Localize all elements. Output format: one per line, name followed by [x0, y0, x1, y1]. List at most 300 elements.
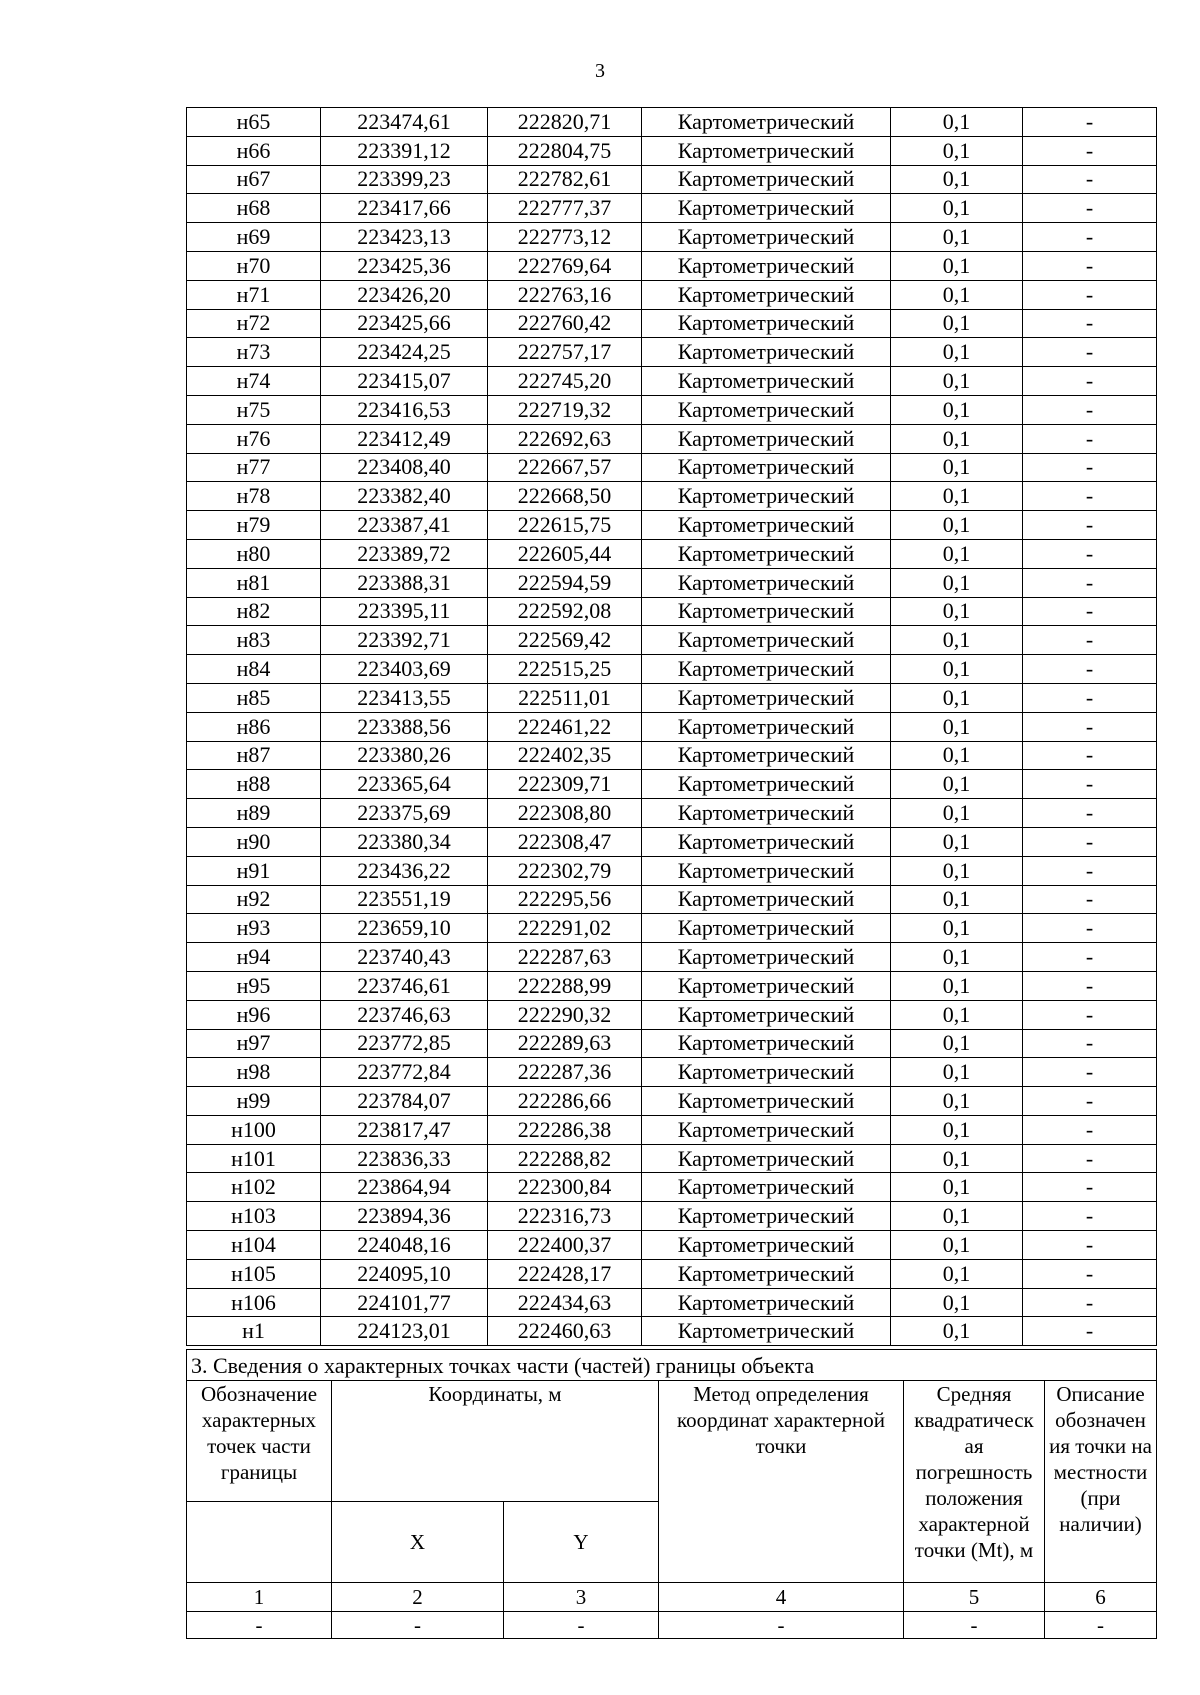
point-cell: н74 — [187, 367, 321, 396]
table-row — [187, 482, 1157, 511]
mt-cell: 0,1 — [891, 1259, 1023, 1288]
description-cell: - — [1023, 1317, 1157, 1346]
description-cell: - — [1023, 741, 1157, 770]
table-row — [187, 453, 1157, 482]
table-row — [187, 1144, 1157, 1173]
table-row — [187, 770, 1157, 799]
table-row — [187, 194, 1157, 223]
x-cell: 224101,77 — [321, 1288, 488, 1317]
mt-cell: 0,1 — [891, 1115, 1023, 1144]
y-cell: 222289,63 — [488, 1029, 642, 1058]
page-number: 3 — [595, 60, 605, 82]
mt-cell: 0,1 — [891, 424, 1023, 453]
y-cell: 222592,08 — [488, 597, 642, 626]
mt-cell: 0,1 — [891, 511, 1023, 540]
description-cell: - — [1023, 539, 1157, 568]
method-cell: Картометрический — [642, 482, 891, 511]
method-cell: Картометрический — [642, 539, 891, 568]
x-cell: 223412,49 — [321, 424, 488, 453]
description-cell: - — [1023, 1288, 1157, 1317]
point-cell: н103 — [187, 1202, 321, 1231]
description-cell: - — [1023, 223, 1157, 252]
point-cell: н65 — [187, 108, 321, 137]
mt-cell: 0,1 — [891, 1288, 1023, 1317]
empty-cell: - — [904, 1612, 1045, 1639]
table-row — [187, 280, 1157, 309]
x-cell: 224123,01 — [321, 1317, 488, 1346]
description-cell: - — [1023, 655, 1157, 684]
y-cell: 222308,80 — [488, 799, 642, 828]
y-cell: 222820,71 — [488, 108, 642, 137]
y-cell: 222295,56 — [488, 885, 642, 914]
y-cell: 222316,73 — [488, 1202, 642, 1231]
method-cell: Картометрический — [642, 655, 891, 684]
x-cell: 223817,47 — [321, 1115, 488, 1144]
point-cell: н72 — [187, 309, 321, 338]
mt-cell: 0,1 — [891, 165, 1023, 194]
x-cell: 223425,66 — [321, 309, 488, 338]
x-cell: 223772,84 — [321, 1058, 488, 1087]
description-cell: - — [1023, 568, 1157, 597]
mt-cell: 0,1 — [891, 1173, 1023, 1202]
y-cell: 222777,37 — [488, 194, 642, 223]
point-cell: н105 — [187, 1259, 321, 1288]
y-cell: 222287,36 — [488, 1058, 642, 1087]
table-row — [187, 165, 1157, 194]
mt-cell: 0,1 — [891, 971, 1023, 1000]
method-cell: Картометрический — [642, 511, 891, 540]
mt-cell: 0,1 — [891, 1000, 1023, 1029]
method-cell: Картометрический — [642, 1288, 891, 1317]
y-cell: 222461,22 — [488, 712, 642, 741]
y-cell: 222773,12 — [488, 223, 642, 252]
column-number: 2 — [332, 1583, 504, 1612]
mt-cell: 0,1 — [891, 827, 1023, 856]
header-y: Y — [504, 1502, 659, 1583]
empty-cell: - — [187, 1612, 332, 1639]
point-cell: н95 — [187, 971, 321, 1000]
method-cell: Картометрический — [642, 338, 891, 367]
table-row — [187, 712, 1157, 741]
method-cell: Картометрический — [642, 885, 891, 914]
description-cell: - — [1023, 1173, 1157, 1202]
method-cell: Картометрический — [642, 799, 891, 828]
description-cell: - — [1023, 1202, 1157, 1231]
x-cell: 223375,69 — [321, 799, 488, 828]
x-cell: 223425,36 — [321, 251, 488, 280]
point-cell: н1 — [187, 1317, 321, 1346]
coordinates-table — [186, 107, 1157, 1346]
table-row — [187, 885, 1157, 914]
x-cell: 223413,55 — [321, 683, 488, 712]
y-cell: 222569,42 — [488, 626, 642, 655]
x-cell: 223380,34 — [321, 827, 488, 856]
mt-cell: 0,1 — [891, 568, 1023, 597]
table-row — [187, 1173, 1157, 1202]
mt-cell: 0,1 — [891, 136, 1023, 165]
y-cell: 222434,63 — [488, 1288, 642, 1317]
y-cell: 222515,25 — [488, 655, 642, 684]
description-cell: - — [1023, 626, 1157, 655]
table-row — [187, 1317, 1157, 1346]
table-row — [187, 539, 1157, 568]
mt-cell: 0,1 — [891, 626, 1023, 655]
point-cell: н84 — [187, 655, 321, 684]
point-cell: н70 — [187, 251, 321, 280]
x-cell: 223395,11 — [321, 597, 488, 626]
y-cell: 222287,63 — [488, 943, 642, 972]
x-cell: 223836,33 — [321, 1144, 488, 1173]
y-cell: 222804,75 — [488, 136, 642, 165]
description-cell: - — [1023, 827, 1157, 856]
description-cell: - — [1023, 971, 1157, 1000]
header-coordinates: Координаты, м — [332, 1381, 659, 1502]
method-cell: Картометрический — [642, 251, 891, 280]
method-cell: Картометрический — [642, 165, 891, 194]
x-cell: 223551,19 — [321, 885, 488, 914]
description-cell: - — [1023, 856, 1157, 885]
point-cell: н102 — [187, 1173, 321, 1202]
mt-cell: 0,1 — [891, 309, 1023, 338]
x-cell: 223408,40 — [321, 453, 488, 482]
table-row — [187, 309, 1157, 338]
method-cell: Картометрический — [642, 367, 891, 396]
description-cell: - — [1023, 165, 1157, 194]
method-cell: Картометрический — [642, 1259, 891, 1288]
mt-cell: 0,1 — [891, 453, 1023, 482]
mt-cell: 0,1 — [891, 1317, 1023, 1346]
y-cell: 222692,63 — [488, 424, 642, 453]
description-cell: - — [1023, 453, 1157, 482]
x-cell: 223389,72 — [321, 539, 488, 568]
table-row — [187, 424, 1157, 453]
y-cell: 222460,63 — [488, 1317, 642, 1346]
point-cell: н82 — [187, 597, 321, 626]
method-cell: Картометрический — [642, 1317, 891, 1346]
y-cell: 222605,44 — [488, 539, 642, 568]
point-cell: н66 — [187, 136, 321, 165]
table-row — [187, 568, 1157, 597]
method-cell: Картометрический — [642, 194, 891, 223]
mt-cell: 0,1 — [891, 1029, 1023, 1058]
method-cell: Картометрический — [642, 914, 891, 943]
description-cell: - — [1023, 1144, 1157, 1173]
description-cell: - — [1023, 1087, 1157, 1116]
point-cell: н78 — [187, 482, 321, 511]
x-cell: 224095,10 — [321, 1259, 488, 1288]
y-cell: 222763,16 — [488, 280, 642, 309]
point-cell: н69 — [187, 223, 321, 252]
point-cell: н94 — [187, 943, 321, 972]
description-cell: - — [1023, 914, 1157, 943]
y-cell: 222302,79 — [488, 856, 642, 885]
point-cell: н100 — [187, 1115, 321, 1144]
point-cell: н96 — [187, 1000, 321, 1029]
mt-cell: 0,1 — [891, 741, 1023, 770]
description-cell: - — [1023, 1058, 1157, 1087]
method-cell: Картометрический — [642, 856, 891, 885]
empty-cell: - — [504, 1612, 659, 1639]
x-cell: 223380,26 — [321, 741, 488, 770]
point-cell: н85 — [187, 683, 321, 712]
point-cell: н67 — [187, 165, 321, 194]
description-cell: - — [1023, 280, 1157, 309]
table-row — [187, 1202, 1157, 1231]
y-cell: 222309,71 — [488, 770, 642, 799]
method-cell: Картометрический — [642, 683, 891, 712]
table-row — [187, 1000, 1157, 1029]
point-cell: н68 — [187, 194, 321, 223]
y-cell: 222594,59 — [488, 568, 642, 597]
description-cell: - — [1023, 367, 1157, 396]
description-cell: - — [1023, 770, 1157, 799]
table-row — [187, 1087, 1157, 1116]
method-cell: Картометрический — [642, 136, 891, 165]
point-cell: н99 — [187, 1087, 321, 1116]
mt-cell: 0,1 — [891, 108, 1023, 137]
method-cell: Картометрический — [642, 597, 891, 626]
mt-cell: 0,1 — [891, 856, 1023, 885]
table-row — [187, 1058, 1157, 1087]
empty-cell: - — [659, 1612, 904, 1639]
mt-cell: 0,1 — [891, 712, 1023, 741]
mt-cell: 0,1 — [891, 367, 1023, 396]
description-cell: - — [1023, 799, 1157, 828]
point-cell: н86 — [187, 712, 321, 741]
mt-cell: 0,1 — [891, 280, 1023, 309]
y-cell: 222760,42 — [488, 309, 642, 338]
x-cell: 223415,07 — [321, 367, 488, 396]
point-cell: н106 — [187, 1288, 321, 1317]
table-row — [187, 251, 1157, 280]
y-cell: 222300,84 — [488, 1173, 642, 1202]
table-row — [187, 914, 1157, 943]
y-cell: 222428,17 — [488, 1259, 642, 1288]
mt-cell: 0,1 — [891, 943, 1023, 972]
method-cell: Картометрический — [642, 108, 891, 137]
point-cell: н75 — [187, 395, 321, 424]
point-cell: н77 — [187, 453, 321, 482]
empty-cell: - — [332, 1612, 504, 1639]
point-cell: н83 — [187, 626, 321, 655]
method-cell: Картометрический — [642, 1029, 891, 1058]
x-cell: 223424,25 — [321, 338, 488, 367]
method-cell: Картометрический — [642, 223, 891, 252]
part-boundary-table — [186, 1349, 1157, 1639]
description-cell: - — [1023, 338, 1157, 367]
method-cell: Картометрический — [642, 1087, 891, 1116]
method-cell: Картометрический — [642, 626, 891, 655]
x-cell: 223391,12 — [321, 136, 488, 165]
description-cell: - — [1023, 482, 1157, 511]
y-cell: 222782,61 — [488, 165, 642, 194]
point-cell: н93 — [187, 914, 321, 943]
table-row — [187, 511, 1157, 540]
y-cell: 222288,99 — [488, 971, 642, 1000]
header-description: Описание обозначен ия точки на местности (при наличии) — [1045, 1381, 1157, 1583]
y-cell: 222286,66 — [488, 1087, 642, 1116]
y-cell: 222511,01 — [488, 683, 642, 712]
x-cell: 223403,69 — [321, 655, 488, 684]
method-cell: Картометрический — [642, 309, 891, 338]
x-cell: 224048,16 — [321, 1231, 488, 1260]
mt-cell: 0,1 — [891, 597, 1023, 626]
point-cell: н98 — [187, 1058, 321, 1087]
mt-cell: 0,1 — [891, 194, 1023, 223]
mt-cell: 0,1 — [891, 223, 1023, 252]
table-row — [187, 338, 1157, 367]
method-cell: Картометрический — [642, 1231, 891, 1260]
y-cell: 222668,50 — [488, 482, 642, 511]
mt-cell: 0,1 — [891, 914, 1023, 943]
table-row — [187, 683, 1157, 712]
section-3-title: 3. Сведения о характерных точках части (частей) границы объекта — [187, 1350, 1157, 1381]
table-row — [187, 108, 1157, 137]
table-row — [187, 626, 1157, 655]
y-cell: 222308,47 — [488, 827, 642, 856]
point-cell: н80 — [187, 539, 321, 568]
table-row — [187, 827, 1157, 856]
point-cell: н101 — [187, 1144, 321, 1173]
table-row — [187, 1259, 1157, 1288]
table-row — [187, 655, 1157, 684]
table-row — [187, 1029, 1157, 1058]
method-cell: Картометрический — [642, 424, 891, 453]
mt-cell: 0,1 — [891, 683, 1023, 712]
x-cell: 223388,31 — [321, 568, 488, 597]
column-number: 1 — [187, 1583, 332, 1612]
method-cell: Картометрический — [642, 827, 891, 856]
description-cell: - — [1023, 885, 1157, 914]
point-cell: н71 — [187, 280, 321, 309]
mt-cell: 0,1 — [891, 1144, 1023, 1173]
y-cell: 222288,82 — [488, 1144, 642, 1173]
column-number: 4 — [659, 1583, 904, 1612]
description-cell: - — [1023, 1259, 1157, 1288]
description-cell: - — [1023, 943, 1157, 972]
mt-cell: 0,1 — [891, 1058, 1023, 1087]
method-cell: Картометрический — [642, 1144, 891, 1173]
header-x: X — [332, 1502, 504, 1583]
mt-cell: 0,1 — [891, 539, 1023, 568]
y-cell: 222400,37 — [488, 1231, 642, 1260]
description-cell: - — [1023, 683, 1157, 712]
empty-cell: - — [1045, 1612, 1157, 1639]
method-cell: Картометрический — [642, 943, 891, 972]
point-cell: н97 — [187, 1029, 321, 1058]
description-cell: - — [1023, 136, 1157, 165]
header-designation-blank — [187, 1502, 332, 1583]
point-cell: н81 — [187, 568, 321, 597]
point-cell: н92 — [187, 885, 321, 914]
point-cell: н89 — [187, 799, 321, 828]
point-cell: н104 — [187, 1231, 321, 1260]
description-cell: - — [1023, 424, 1157, 453]
method-cell: Картометрический — [642, 280, 891, 309]
mt-cell: 0,1 — [891, 1202, 1023, 1231]
table-row — [187, 799, 1157, 828]
y-cell: 222286,38 — [488, 1115, 642, 1144]
description-cell: - — [1023, 251, 1157, 280]
y-cell: 222757,17 — [488, 338, 642, 367]
mt-cell: 0,1 — [891, 799, 1023, 828]
table-row — [187, 971, 1157, 1000]
description-cell: - — [1023, 511, 1157, 540]
mt-cell: 0,1 — [891, 770, 1023, 799]
column-number: 5 — [904, 1583, 1045, 1612]
header-mt: Средняя квадратическ ая погрешность положения характерной точки (Mt), м — [904, 1381, 1045, 1583]
x-cell: 223392,71 — [321, 626, 488, 655]
x-cell: 223417,66 — [321, 194, 488, 223]
column-number: 6 — [1045, 1583, 1157, 1612]
x-cell: 223416,53 — [321, 395, 488, 424]
x-cell: 223436,22 — [321, 856, 488, 885]
table-row — [187, 136, 1157, 165]
table-row — [187, 1288, 1157, 1317]
point-cell: н88 — [187, 770, 321, 799]
mt-cell: 0,1 — [891, 1087, 1023, 1116]
method-cell: Картометрический — [642, 712, 891, 741]
method-cell: Картометрический — [642, 568, 891, 597]
mt-cell: 0,1 — [891, 251, 1023, 280]
x-cell: 223864,94 — [321, 1173, 488, 1202]
x-cell: 223365,64 — [321, 770, 488, 799]
point-cell: н87 — [187, 741, 321, 770]
x-cell: 223426,20 — [321, 280, 488, 309]
method-cell: Картометрический — [642, 1000, 891, 1029]
table-row — [187, 856, 1157, 885]
description-cell: - — [1023, 395, 1157, 424]
y-cell: 222402,35 — [488, 741, 642, 770]
method-cell: Картометрический — [642, 741, 891, 770]
description-cell: - — [1023, 194, 1157, 223]
description-cell: - — [1023, 108, 1157, 137]
x-cell: 223474,61 — [321, 108, 488, 137]
table-row — [187, 395, 1157, 424]
mt-cell: 0,1 — [891, 885, 1023, 914]
x-cell: 223423,13 — [321, 223, 488, 252]
method-cell: Картометрический — [642, 1202, 891, 1231]
method-cell: Картометрический — [642, 1058, 891, 1087]
description-cell: - — [1023, 597, 1157, 626]
mt-cell: 0,1 — [891, 1231, 1023, 1260]
x-cell: 223382,40 — [321, 482, 488, 511]
point-cell: н79 — [187, 511, 321, 540]
y-cell: 222291,02 — [488, 914, 642, 943]
x-cell: 223387,41 — [321, 511, 488, 540]
mt-cell: 0,1 — [891, 395, 1023, 424]
header-designation: Обозначение характерных точек части границы — [187, 1381, 332, 1502]
method-cell: Картометрический — [642, 395, 891, 424]
point-cell: н73 — [187, 338, 321, 367]
point-cell: н91 — [187, 856, 321, 885]
description-cell: - — [1023, 1029, 1157, 1058]
mt-cell: 0,1 — [891, 338, 1023, 367]
column-number: 3 — [504, 1583, 659, 1612]
x-cell: 223894,36 — [321, 1202, 488, 1231]
header-method: Метод определения координат характерной точки — [659, 1381, 904, 1583]
method-cell: Картометрический — [642, 1115, 891, 1144]
method-cell: Картометрический — [642, 971, 891, 1000]
x-cell: 223740,43 — [321, 943, 488, 972]
x-cell: 223772,85 — [321, 1029, 488, 1058]
table-row — [187, 943, 1157, 972]
x-cell: 223784,07 — [321, 1087, 488, 1116]
method-cell: Картометрический — [642, 1173, 891, 1202]
point-cell: н90 — [187, 827, 321, 856]
method-cell: Картометрический — [642, 770, 891, 799]
x-cell: 223399,23 — [321, 165, 488, 194]
